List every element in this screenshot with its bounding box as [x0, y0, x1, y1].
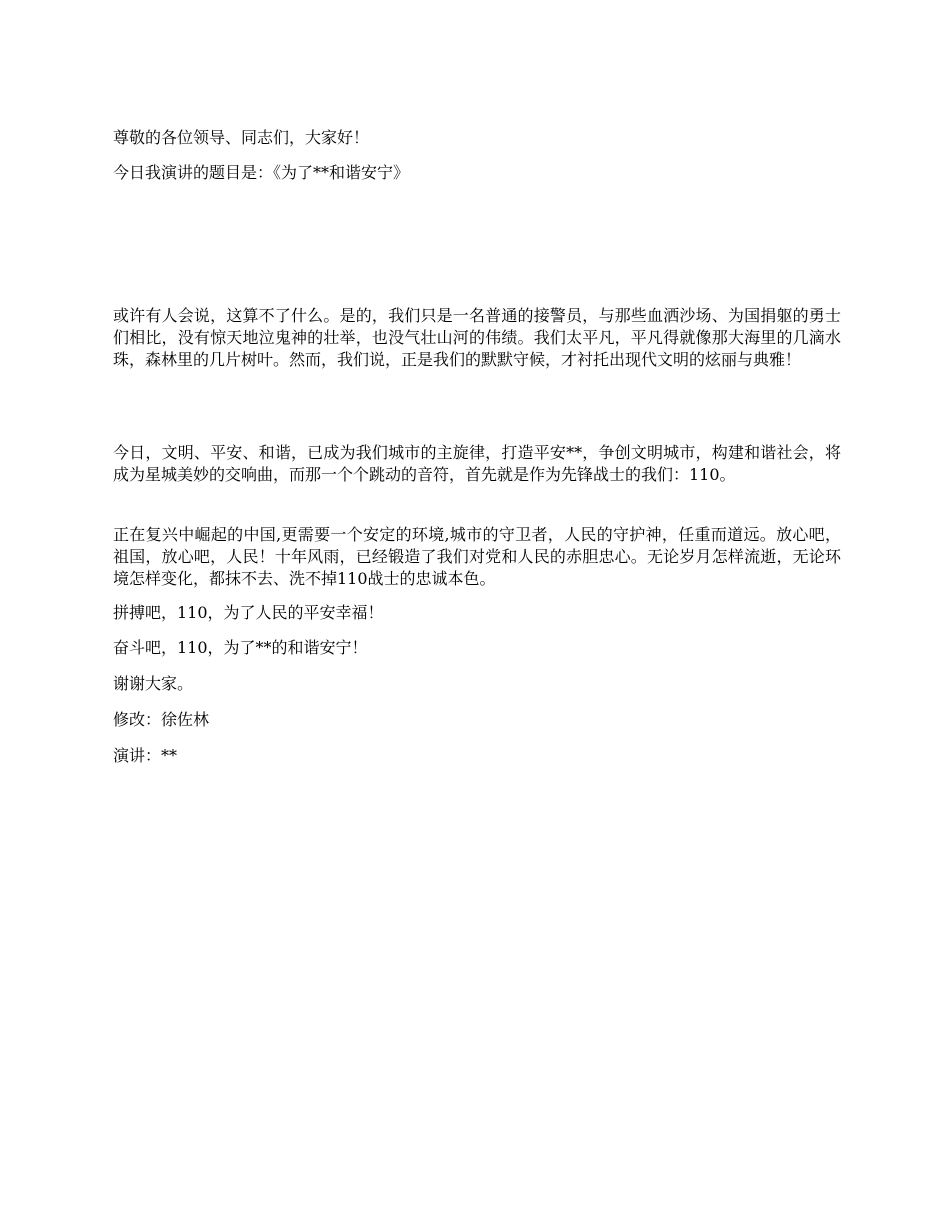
closing-cheer-strive: 拼搏吧，110，为了人民的平安幸福！	[113, 603, 384, 622]
speech-topic-line: 今日我演讲的题目是：《为了**和谐安宁》	[113, 163, 410, 182]
editor-credit: 修改：徐佐林	[113, 710, 210, 729]
closing-cheer-struggle: 奋斗吧，110，为了**的和谐安宁！	[113, 638, 368, 657]
thanks-line: 谢谢大家。	[113, 674, 194, 693]
greeting-line: 尊敬的各位领导、同志们，大家好！	[113, 128, 370, 147]
speaker-credit: 演讲：**	[113, 746, 178, 765]
body-paragraph-ordinary-operators: 或许有人会说，这算不了什么。是的，我们只是一名普通的接警员，与那些血洒沙场、为国捐躯的勇士们相比，没有惊天地泣鬼神的壮举，也没气壮山河的伟绩。我们太平凡，平凡得就像那大海里的几滴水珠，森林里的几片树叶。然而，我们说，正是我们的默默守候，才衬托出现代文明的炫丽与典雅！	[113, 306, 841, 369]
body-paragraph-loyalty: 正在复兴中崛起的中国,更需要一个安定的环境,城市的守卫者，人民的守护神，任重而道远。放心吧，祖国，放心吧，人民！十年风雨，已经锻造了我们对党和人民的赤胆忠心。无论岁月怎样流逝，无论环境怎样变化，都抹不去、洗不掉110战士的忠诚本色。	[113, 525, 841, 588]
body-paragraph-city-harmony: 今日，文明、平安、和谐，已成为我们城市的主旋律，打造平安**，争创文明城市，构建和谐社会，将成为星城美妙的交响曲，而那一个个跳动的音符，首先就是作为先锋战士的我们：110。	[113, 443, 841, 484]
